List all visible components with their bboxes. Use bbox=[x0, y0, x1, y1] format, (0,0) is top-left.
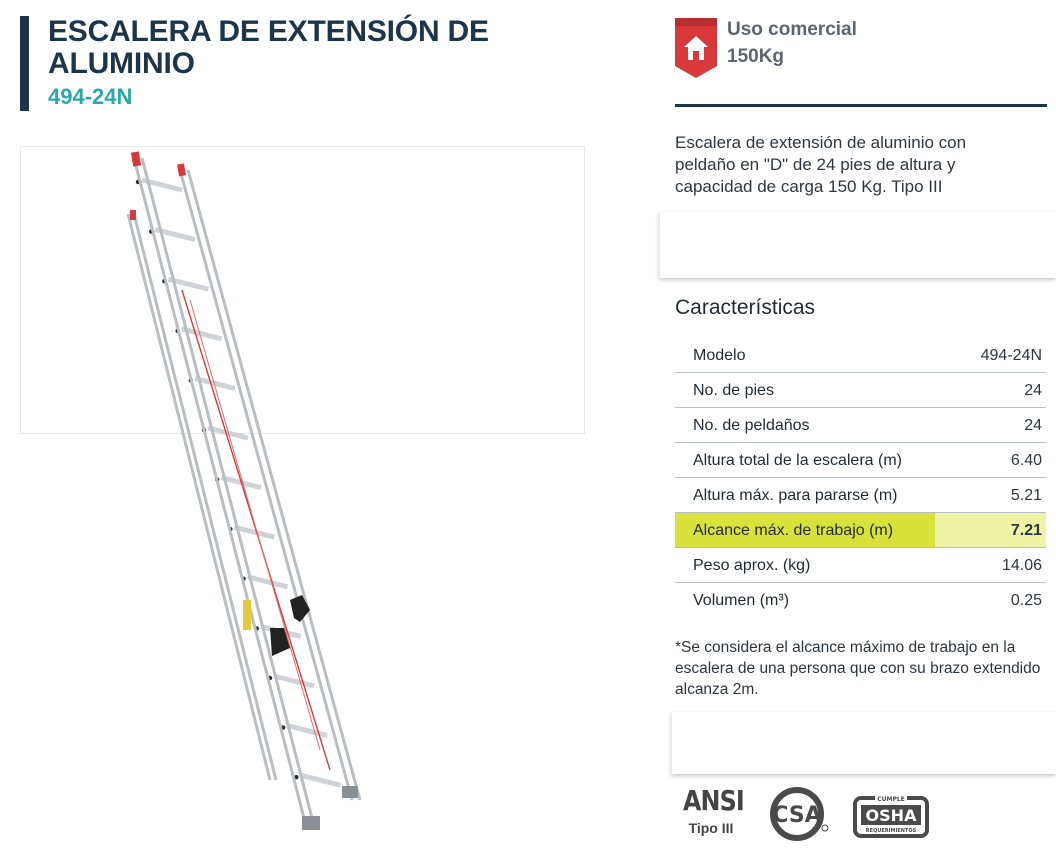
spec-row bbox=[675, 478, 1046, 513]
csa-name: CSA bbox=[772, 803, 822, 828]
usage-text bbox=[727, 16, 857, 70]
usage-capacity: 150Kg bbox=[727, 46, 785, 67]
osha-name: OSHA bbox=[865, 806, 917, 825]
spec-table bbox=[675, 338, 1046, 618]
product-image-ladder[interactable] bbox=[120, 150, 370, 840]
spec-label: Altura total de la escalera (m) bbox=[693, 452, 902, 469]
description-card bbox=[659, 212, 1056, 278]
spec-value: 0.25 bbox=[1010, 592, 1042, 609]
osha-top: CUMPLE bbox=[877, 796, 905, 803]
spec-row bbox=[675, 583, 1046, 618]
spec-value: 6.40 bbox=[1010, 452, 1042, 469]
osha-bottom: REQUERIMIENTOS bbox=[865, 828, 917, 834]
spec-row bbox=[675, 408, 1046, 443]
characteristics-title: Características bbox=[675, 296, 816, 319]
product-title: ESCALERA DE EXTENSIÓN DE ALUMINIO bbox=[48, 15, 489, 80]
usage-type: Uso comercial bbox=[727, 19, 857, 40]
ansi-name: ANSI bbox=[682, 784, 744, 817]
csa-logo bbox=[770, 786, 832, 842]
spec-label: No. de peldaños bbox=[693, 417, 810, 434]
spec-value: 24 bbox=[1024, 417, 1042, 434]
spec-row bbox=[675, 373, 1046, 408]
spec-label: No. de pies bbox=[693, 382, 774, 399]
spec-label: Peso aprox. (kg) bbox=[693, 557, 811, 574]
spec-label: Modelo bbox=[693, 347, 746, 364]
ansi-logo bbox=[678, 786, 744, 842]
spec-value: 5.21 bbox=[1010, 487, 1042, 504]
product-code: 494-24N bbox=[48, 84, 133, 109]
spec-value: 24 bbox=[1024, 382, 1042, 399]
divider bbox=[675, 104, 1047, 107]
note-card bbox=[671, 712, 1056, 774]
usage-block bbox=[675, 16, 1047, 86]
spec-value: 494-24N bbox=[980, 347, 1042, 364]
spec-value: 14.06 bbox=[1001, 557, 1042, 574]
spec-row bbox=[675, 513, 1046, 548]
spec-value: 7.21 bbox=[1010, 522, 1042, 539]
osha-logo bbox=[853, 792, 929, 842]
product-description: Escalera de extensión de aluminio con peldaño en "D" de 24 pies de altura y capacidad de carga 150 Kg. Tipo III bbox=[675, 133, 967, 196]
spec-row bbox=[675, 548, 1046, 583]
spec-label: Altura máx. para pararse (m) bbox=[693, 487, 898, 504]
spec-row bbox=[675, 443, 1046, 478]
reach-note: *Se considera el alcance máximo de trabajo en la escalera de una persona que con su brazo extendido alcanza 2m. bbox=[675, 639, 1041, 698]
home-shield-icon bbox=[675, 18, 717, 78]
spec-label: Volumen (m³) bbox=[693, 592, 790, 609]
title-block bbox=[20, 16, 580, 111]
ansi-type: Tipo III bbox=[688, 820, 734, 836]
spec-row bbox=[675, 338, 1046, 373]
spec-label: Alcance máx. de trabajo (m) bbox=[693, 522, 894, 539]
